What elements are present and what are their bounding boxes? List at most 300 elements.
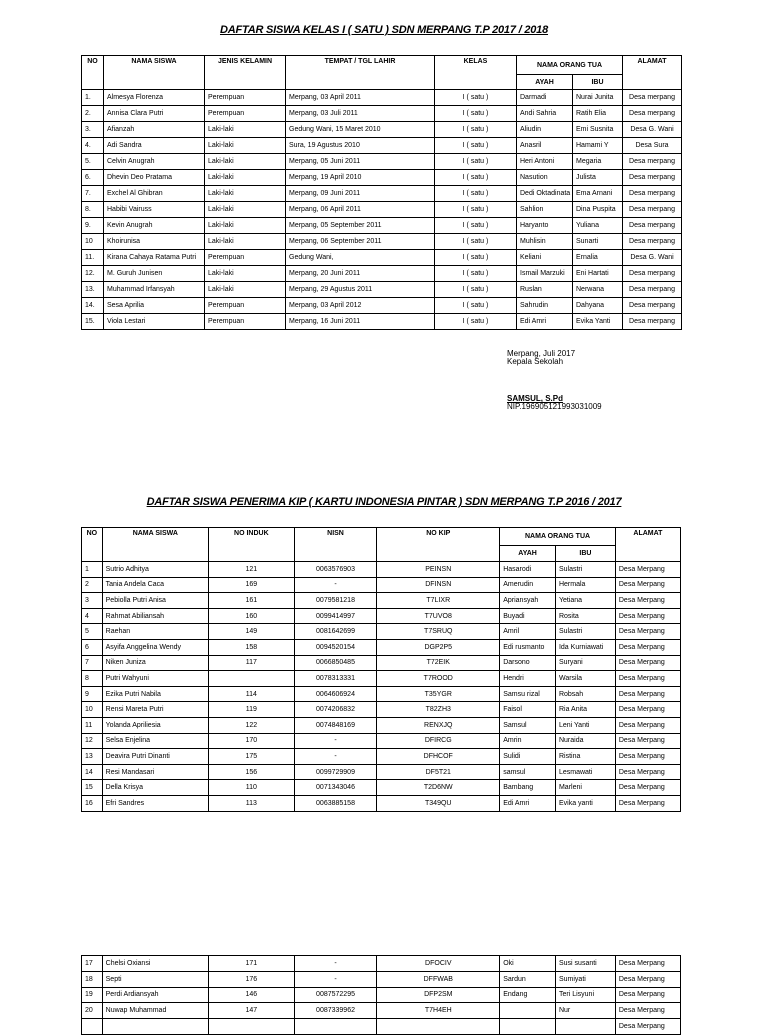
table-row bbox=[82, 749, 681, 765]
header-no: NO bbox=[82, 56, 104, 90]
cell-no: 17 bbox=[82, 956, 103, 972]
cell-ayah: Heri Antoni bbox=[517, 154, 573, 170]
cell-alamat: Desa Merpang bbox=[615, 624, 680, 640]
cell-ayah: samsul bbox=[500, 764, 556, 780]
cell-col3: 176 bbox=[209, 971, 295, 987]
table-row bbox=[82, 250, 682, 266]
cell-col3: 121 bbox=[209, 562, 295, 578]
cell-alamat: Desa merpang bbox=[623, 186, 682, 202]
table-row bbox=[82, 234, 682, 250]
cell-no: 7. bbox=[82, 186, 104, 202]
cell-col4: 0087339962 bbox=[294, 1003, 377, 1019]
cell-nama-siswa: Dhevin Deo Pratama bbox=[104, 170, 205, 186]
header-ibu: IBU bbox=[555, 546, 615, 562]
cell-col4: Merpang, 06 April 2011 bbox=[286, 202, 435, 218]
cell-ayah: Sahlion bbox=[517, 202, 573, 218]
cell-no: 12 bbox=[82, 733, 103, 749]
cell-alamat: Desa Merpang bbox=[615, 764, 680, 780]
cell-col4: 0079581218 bbox=[294, 593, 377, 609]
cell-alamat: Desa Merpang bbox=[615, 1019, 680, 1035]
header-nama-orang-tua: NAMA ORANG TUA bbox=[517, 56, 623, 75]
cell-col5: T7LIXR bbox=[377, 593, 500, 609]
cell-col5: DGP2P5 bbox=[377, 639, 500, 655]
cell-ibu: Dahyana bbox=[573, 298, 623, 314]
cell-ayah: Sardun bbox=[500, 971, 556, 987]
cell-col5: I ( satu ) bbox=[435, 170, 517, 186]
cell-col5: T349QU bbox=[377, 795, 500, 811]
cell-no bbox=[82, 1019, 103, 1035]
cell-no: 7 bbox=[82, 655, 103, 671]
cell-ayah bbox=[500, 1003, 556, 1019]
cell-ayah: Faisol bbox=[500, 702, 556, 718]
header-alamat: ALAMAT bbox=[615, 528, 680, 562]
cell-nama-siswa: Khoirunisa bbox=[104, 234, 205, 250]
cell-col5: I ( satu ) bbox=[435, 298, 517, 314]
cell-col5: PEINSN bbox=[377, 562, 500, 578]
cell-alamat: Desa merpang bbox=[623, 90, 682, 106]
cell-nama-siswa: Rensi Mareta Putri bbox=[102, 702, 208, 718]
cell-col3: 175 bbox=[209, 749, 295, 765]
cell-col5: DF5T21 bbox=[377, 764, 500, 780]
table-row bbox=[82, 577, 681, 593]
cell-col4: 0066850485 bbox=[294, 655, 377, 671]
cell-ibu: Ria Anita bbox=[555, 702, 615, 718]
cell-col3: Perempuan bbox=[205, 314, 286, 330]
table-row bbox=[82, 562, 681, 578]
cell-ibu: Emi Susnita bbox=[573, 122, 623, 138]
cell-ayah: Darsono bbox=[500, 655, 556, 671]
cell-nama-siswa: Chelsi Oxiansi bbox=[102, 956, 208, 972]
cell-col5: T35YGR bbox=[377, 686, 500, 702]
cell-col3: Laki-laki bbox=[205, 266, 286, 282]
cell-col3: 113 bbox=[209, 795, 295, 811]
cell-nama-siswa: Ezika Putri Nabila bbox=[102, 686, 208, 702]
table-row bbox=[82, 218, 682, 234]
cell-ibu: Robsah bbox=[555, 686, 615, 702]
cell-col5: I ( satu ) bbox=[435, 122, 517, 138]
cell-nama-siswa: Perdi Ardiansyah bbox=[102, 987, 208, 1003]
cell-ibu: Nurai Junita bbox=[573, 90, 623, 106]
cell-nama-siswa: Rahmat Abiliansah bbox=[102, 608, 208, 624]
cell-col5: I ( satu ) bbox=[435, 314, 517, 330]
title-class-list: DAFTAR SISWA KELAS I ( SATU ) SDN MERPANG T.P 2017 / 2018 bbox=[219, 24, 549, 36]
table-row bbox=[82, 686, 681, 702]
cell-ibu: Ristina bbox=[555, 749, 615, 765]
cell-col5: I ( satu ) bbox=[435, 282, 517, 298]
cell-alamat: Desa Merpang bbox=[615, 1003, 680, 1019]
cell-no: 8. bbox=[82, 202, 104, 218]
kip-student-table bbox=[81, 527, 681, 812]
cell-nama-siswa: Pebiolla Putri Anisa bbox=[102, 593, 208, 609]
cell-col5: I ( satu ) bbox=[435, 202, 517, 218]
cell-col4: Merpang, 19 April 2010 bbox=[286, 170, 435, 186]
table-row bbox=[82, 186, 682, 202]
signature-name: SAMSUL, S.Pd bbox=[507, 394, 564, 403]
cell-ayah: Nasution bbox=[517, 170, 573, 186]
header-no-induk: NO INDUK bbox=[209, 528, 295, 562]
cell-col5: I ( satu ) bbox=[435, 106, 517, 122]
cell-col5 bbox=[377, 1019, 500, 1035]
cell-ibu: Sunarti bbox=[573, 234, 623, 250]
cell-alamat: Desa merpang bbox=[623, 298, 682, 314]
header-ayah: AYAH bbox=[500, 546, 556, 562]
cell-nama-siswa: Deavira Putri Dinanti bbox=[102, 749, 208, 765]
cell-ibu: Marleni bbox=[555, 780, 615, 796]
table-row bbox=[82, 138, 682, 154]
cell-alamat: Desa Merpang bbox=[615, 671, 680, 687]
cell-nama-siswa: Viola Lestari bbox=[104, 314, 205, 330]
cell-nama-siswa: Efri Sandres bbox=[102, 795, 208, 811]
header-kelas: KELAS bbox=[435, 56, 517, 90]
cell-alamat: Desa Merpang bbox=[615, 702, 680, 718]
cell-ibu: Nuraida bbox=[555, 733, 615, 749]
cell-no: 15. bbox=[82, 314, 104, 330]
table-row bbox=[82, 202, 682, 218]
cell-col3: Perempuan bbox=[205, 90, 286, 106]
cell-col3: 119 bbox=[209, 702, 295, 718]
cell-col4 bbox=[294, 1019, 377, 1035]
cell-no: 4 bbox=[82, 608, 103, 624]
cell-no: 19 bbox=[82, 987, 103, 1003]
cell-nama-siswa: Della Krisya bbox=[102, 780, 208, 796]
cell-col5: DFP2SM bbox=[377, 987, 500, 1003]
table-row bbox=[82, 266, 682, 282]
cell-ibu: Sulastri bbox=[555, 562, 615, 578]
cell-nama-siswa: Annisa Clara Putri bbox=[104, 106, 205, 122]
cell-col4: Merpang, 20 Juni 2011 bbox=[286, 266, 435, 282]
table-row bbox=[82, 593, 681, 609]
cell-ayah: Darmadi bbox=[517, 90, 573, 106]
cell-ibu: Ratih Elia bbox=[573, 106, 623, 122]
title-kip-list: DAFTAR SISWA PENERIMA KIP ( KARTU INDONESIA PINTAR ) SDN MERPANG T.P 2016 / 2017 bbox=[146, 496, 622, 508]
cell-col5: DFHCOF bbox=[377, 749, 500, 765]
cell-ayah: Haryanto bbox=[517, 218, 573, 234]
cell-col3: Laki-laki bbox=[205, 218, 286, 234]
cell-ibu: Julista bbox=[573, 170, 623, 186]
cell-nama-siswa: Septi bbox=[102, 971, 208, 987]
cell-ibu: Sumiyati bbox=[555, 971, 615, 987]
cell-nama-siswa: Resi Mandasari bbox=[102, 764, 208, 780]
cell-ayah: Oki bbox=[500, 956, 556, 972]
cell-alamat: Desa Merpang bbox=[615, 971, 680, 987]
cell-col5: T2D6NW bbox=[377, 780, 500, 796]
cell-nama-siswa bbox=[102, 1019, 208, 1035]
table-row bbox=[82, 106, 682, 122]
cell-ayah: Anasril bbox=[517, 138, 573, 154]
cell-no: 16 bbox=[82, 795, 103, 811]
cell-col3: Laki-laki bbox=[205, 234, 286, 250]
cell-ibu: Susi susanti bbox=[555, 956, 615, 972]
cell-col3: Perempuan bbox=[205, 250, 286, 266]
cell-ayah: Amerudin bbox=[500, 577, 556, 593]
header-nama-siswa: NAMA SISWA bbox=[102, 528, 208, 562]
cell-col5: T7H4EH bbox=[377, 1003, 500, 1019]
cell-nama-siswa: Putri Wahyuni bbox=[102, 671, 208, 687]
cell-col4: 0087572295 bbox=[294, 987, 377, 1003]
table-row bbox=[82, 639, 681, 655]
cell-no: 6 bbox=[82, 639, 103, 655]
cell-alamat: Desa Merpang bbox=[615, 577, 680, 593]
cell-no: 11 bbox=[82, 717, 103, 733]
table-row bbox=[82, 717, 681, 733]
cell-col5: RENXJQ bbox=[377, 717, 500, 733]
cell-no: 12. bbox=[82, 266, 104, 282]
cell-alamat: Desa merpang bbox=[623, 106, 682, 122]
cell-col3: 171 bbox=[209, 956, 295, 972]
cell-alamat: Desa merpang bbox=[623, 154, 682, 170]
cell-ibu: Eni Hartati bbox=[573, 266, 623, 282]
cell-col3: 160 bbox=[209, 608, 295, 624]
cell-nama-siswa: Sutrio Adhitya bbox=[102, 562, 208, 578]
header-jenis-kelamin: JENIS KELAMIN bbox=[205, 56, 286, 90]
cell-col3: 117 bbox=[209, 655, 295, 671]
cell-col5: DFOCIV bbox=[377, 956, 500, 972]
cell-alamat: Desa merpang bbox=[623, 170, 682, 186]
cell-alamat: Desa Merpang bbox=[615, 749, 680, 765]
cell-no: 5 bbox=[82, 624, 103, 640]
cell-no: 6. bbox=[82, 170, 104, 186]
signature-role: Kepala Sekolah bbox=[507, 357, 564, 366]
cell-col4: Sura, 19 Agustus 2010 bbox=[286, 138, 435, 154]
cell-no: 1 bbox=[82, 562, 103, 578]
cell-ayah: Amrin bbox=[500, 733, 556, 749]
table-row bbox=[82, 154, 682, 170]
cell-col3: 170 bbox=[209, 733, 295, 749]
kip-student-rows-continued bbox=[82, 956, 681, 1035]
table-row bbox=[82, 298, 682, 314]
cell-no: 15 bbox=[82, 780, 103, 796]
cell-col4: 0063576903 bbox=[294, 562, 377, 578]
cell-alamat: Desa Merpang bbox=[615, 639, 680, 655]
table-row bbox=[82, 671, 681, 687]
cell-col5: DFFWAB bbox=[377, 971, 500, 987]
cell-col3: Perempuan bbox=[205, 106, 286, 122]
cell-col4: Gedung Wani, 15 Maret 2010 bbox=[286, 122, 435, 138]
cell-nama-siswa: Raehan bbox=[102, 624, 208, 640]
cell-ibu: Dina Puspita bbox=[573, 202, 623, 218]
cell-col5: T7SRUQ bbox=[377, 624, 500, 640]
cell-ayah: Hasarodi bbox=[500, 562, 556, 578]
cell-nama-siswa: Tania Andela Caca bbox=[102, 577, 208, 593]
cell-nama-siswa: Afianzah bbox=[104, 122, 205, 138]
cell-col4: 0099414997 bbox=[294, 608, 377, 624]
cell-no: 9. bbox=[82, 218, 104, 234]
cell-alamat: Desa Merpang bbox=[615, 655, 680, 671]
cell-ibu: Hermala bbox=[555, 577, 615, 593]
table-row bbox=[82, 780, 681, 796]
cell-alamat: Desa Merpang bbox=[615, 795, 680, 811]
table-row bbox=[82, 1003, 681, 1019]
cell-nama-siswa: Asyifa Anggelina Wendy bbox=[102, 639, 208, 655]
cell-nama-siswa: Celvin Anugrah bbox=[104, 154, 205, 170]
cell-col5: I ( satu ) bbox=[435, 154, 517, 170]
cell-col4: Merpang, 03 April 2012 bbox=[286, 298, 435, 314]
cell-col3: 169 bbox=[209, 577, 295, 593]
cell-nama-siswa: Kevin Anugrah bbox=[104, 218, 205, 234]
cell-ibu: Yetiana bbox=[555, 593, 615, 609]
cell-no: 5. bbox=[82, 154, 104, 170]
cell-ibu: Evika yanti bbox=[555, 795, 615, 811]
cell-ayah bbox=[500, 1019, 556, 1035]
cell-no: 11. bbox=[82, 250, 104, 266]
cell-no: 14. bbox=[82, 298, 104, 314]
table-row bbox=[82, 733, 681, 749]
cell-no: 2 bbox=[82, 577, 103, 593]
cell-ayah: Edi rusmanto bbox=[500, 639, 556, 655]
cell-no: 13 bbox=[82, 749, 103, 765]
table-row bbox=[82, 987, 681, 1003]
cell-col4: Merpang, 05 September 2011 bbox=[286, 218, 435, 234]
header-nama-siswa: NAMA SISWA bbox=[104, 56, 205, 90]
cell-ayah: Bambang bbox=[500, 780, 556, 796]
cell-col5: DFINSN bbox=[377, 577, 500, 593]
cell-col3: 161 bbox=[209, 593, 295, 609]
cell-alamat: Desa Merpang bbox=[615, 562, 680, 578]
cell-ibu: Ema Arnani bbox=[573, 186, 623, 202]
cell-col4: Merpang, 16 Juni 2011 bbox=[286, 314, 435, 330]
cell-ibu: Sulastri bbox=[555, 624, 615, 640]
cell-col5: T72EIK bbox=[377, 655, 500, 671]
cell-col3: 146 bbox=[209, 987, 295, 1003]
cell-alamat: Desa Merpang bbox=[615, 593, 680, 609]
cell-ibu: Megaria bbox=[573, 154, 623, 170]
cell-col3: 122 bbox=[209, 717, 295, 733]
cell-col3: 110 bbox=[209, 780, 295, 796]
cell-col3 bbox=[209, 1019, 295, 1035]
cell-alamat: Desa Merpang bbox=[615, 733, 680, 749]
cell-ibu: Teri Lisyuni bbox=[555, 987, 615, 1003]
cell-col4: - bbox=[294, 971, 377, 987]
cell-col4: 0074206832 bbox=[294, 702, 377, 718]
cell-nama-siswa: Muhammad Irfansyah bbox=[104, 282, 205, 298]
cell-alamat: Desa Merpang bbox=[615, 956, 680, 972]
cell-no: 3 bbox=[82, 593, 103, 609]
cell-alamat: Desa Merpang bbox=[615, 987, 680, 1003]
cell-ibu: Lesmawati bbox=[555, 764, 615, 780]
cell-ibu: Leni Yanti bbox=[555, 717, 615, 733]
cell-alamat: Desa merpang bbox=[623, 202, 682, 218]
table-row bbox=[82, 655, 681, 671]
cell-nama-siswa: Kirana Cahaya Ratama Putri bbox=[104, 250, 205, 266]
cell-col4: 0064606924 bbox=[294, 686, 377, 702]
cell-alamat: Desa G. Wani bbox=[623, 250, 682, 266]
cell-col3: Laki-laki bbox=[205, 170, 286, 186]
cell-ibu bbox=[555, 1019, 615, 1035]
cell-alamat: Desa Merpang bbox=[615, 717, 680, 733]
header-tempat-tgl-lahir: TEMPAT / TGL LAHIR bbox=[286, 56, 435, 90]
cell-col4: 0099729909 bbox=[294, 764, 377, 780]
signature-place-date: Merpang, Juli 2017 bbox=[507, 349, 576, 358]
table-row bbox=[82, 624, 681, 640]
cell-col5: T7UVO8 bbox=[377, 608, 500, 624]
cell-nama-siswa: Almesya Florenza bbox=[104, 90, 205, 106]
table-row bbox=[82, 170, 682, 186]
cell-ibu: Nerwana bbox=[573, 282, 623, 298]
cell-col5: DFIRCG bbox=[377, 733, 500, 749]
cell-col5: I ( satu ) bbox=[435, 138, 517, 154]
cell-no: 2. bbox=[82, 106, 104, 122]
cell-col5: T82ZH3 bbox=[377, 702, 500, 718]
cell-alamat: Desa merpang bbox=[623, 266, 682, 282]
cell-ayah: Muhlisin bbox=[517, 234, 573, 250]
cell-nama-siswa: Nuwap Muhammad bbox=[102, 1003, 208, 1019]
signature-nip: NIP.196905121993031009 bbox=[507, 402, 602, 411]
cell-col4: 0078313331 bbox=[294, 671, 377, 687]
cell-nama-siswa: M. Guruh Junisen bbox=[104, 266, 205, 282]
signature-block bbox=[507, 350, 602, 411]
header-no: NO bbox=[82, 528, 103, 562]
cell-ibu: Yuliana bbox=[573, 218, 623, 234]
cell-col4: - bbox=[294, 749, 377, 765]
table-row bbox=[82, 702, 681, 718]
table-row bbox=[82, 1019, 681, 1035]
cell-ayah: Apriansyah bbox=[500, 593, 556, 609]
cell-no: 3. bbox=[82, 122, 104, 138]
cell-col3: 158 bbox=[209, 639, 295, 655]
cell-col3: 149 bbox=[209, 624, 295, 640]
table-row bbox=[82, 282, 682, 298]
cell-col4: - bbox=[294, 577, 377, 593]
cell-ayah: Sahrudin bbox=[517, 298, 573, 314]
kip-student-table-continued bbox=[81, 955, 681, 1035]
cell-col4: Merpang, 09 Juni 2011 bbox=[286, 186, 435, 202]
cell-col3: Laki-laki bbox=[205, 186, 286, 202]
cell-ayah: Edi Amri bbox=[500, 795, 556, 811]
cell-ayah: Dedi Oktadinata bbox=[517, 186, 573, 202]
cell-ayah: Edi Amri bbox=[517, 314, 573, 330]
table-row bbox=[82, 90, 682, 106]
cell-col5: T7ROOD bbox=[377, 671, 500, 687]
cell-alamat: Desa merpang bbox=[623, 234, 682, 250]
header-ibu: IBU bbox=[573, 75, 623, 90]
cell-no: 18 bbox=[82, 971, 103, 987]
class-student-rows bbox=[82, 90, 682, 330]
cell-col3: Laki-laki bbox=[205, 138, 286, 154]
cell-col4: 0081642699 bbox=[294, 624, 377, 640]
table-row bbox=[82, 608, 681, 624]
cell-no: 1. bbox=[82, 90, 104, 106]
cell-col4: Merpang, 05 Juni 2011 bbox=[286, 154, 435, 170]
cell-no: 9 bbox=[82, 686, 103, 702]
cell-nama-siswa: Yolanda Apriliesia bbox=[102, 717, 208, 733]
cell-alamat: Desa G. Wani bbox=[623, 122, 682, 138]
cell-ayah: Ismail Marzuki bbox=[517, 266, 573, 282]
cell-ibu: Rosita bbox=[555, 608, 615, 624]
table-row bbox=[82, 314, 682, 330]
cell-col3: Laki-laki bbox=[205, 154, 286, 170]
cell-col4: Merpang, 06 September 2011 bbox=[286, 234, 435, 250]
cell-ayah: Andi Sahria bbox=[517, 106, 573, 122]
cell-col4: Merpang, 03 Juli 2011 bbox=[286, 106, 435, 122]
cell-ibu: Warsila bbox=[555, 671, 615, 687]
cell-col5: I ( satu ) bbox=[435, 266, 517, 282]
cell-alamat: Desa Merpang bbox=[615, 686, 680, 702]
cell-col3: Laki-laki bbox=[205, 122, 286, 138]
cell-col5: I ( satu ) bbox=[435, 186, 517, 202]
cell-no: 10 bbox=[82, 702, 103, 718]
table-row bbox=[82, 764, 681, 780]
cell-col3: 156 bbox=[209, 764, 295, 780]
cell-col4: - bbox=[294, 956, 377, 972]
cell-alamat: Desa merpang bbox=[623, 218, 682, 234]
cell-ayah: Samsu rizal bbox=[500, 686, 556, 702]
table-row bbox=[82, 971, 681, 987]
cell-col3: 114 bbox=[209, 686, 295, 702]
cell-col4: 0074848169 bbox=[294, 717, 377, 733]
cell-nama-siswa: Adi Sandra bbox=[104, 138, 205, 154]
cell-col3: Perempuan bbox=[205, 298, 286, 314]
header-ayah: AYAH bbox=[517, 75, 573, 90]
